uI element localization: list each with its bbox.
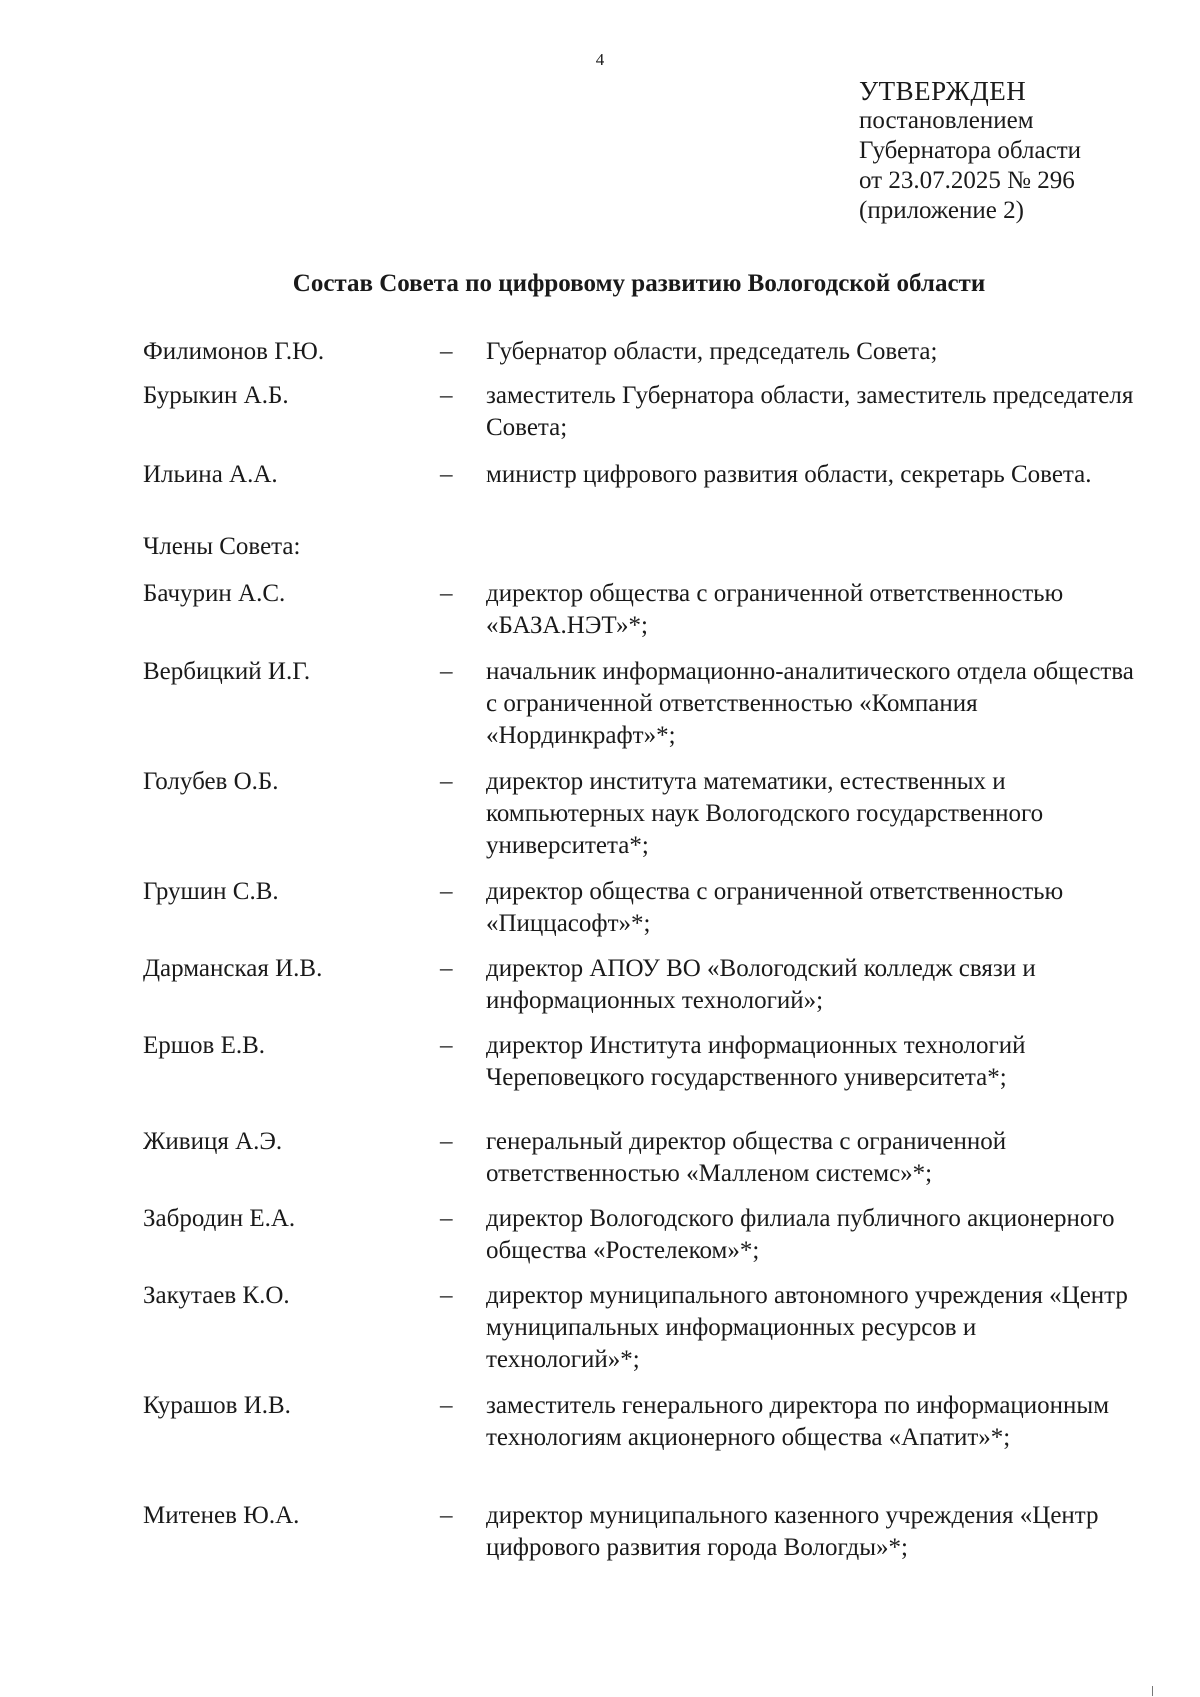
dash-separator: – <box>440 382 453 409</box>
dash-separator: – <box>440 1128 453 1155</box>
approval-line: (приложение 2) <box>859 197 1024 224</box>
dash-separator: – <box>440 461 453 488</box>
member-name: Бачурин А.С. <box>143 580 286 607</box>
approval-stamp: УТВЕРЖДЕН <box>859 76 1027 106</box>
member-role: директор Института информационных технологий Череповецкого государственного университета*; <box>486 1032 1026 1091</box>
member-name: Курашов И.В. <box>143 1392 291 1419</box>
member-name: Голубев О.Б. <box>143 768 279 795</box>
member-role: начальник информационно-аналитического отдела общества с ограниченной ответственностью «Компания «Нординкрафт»*; <box>486 658 1134 749</box>
scan-mark <box>1152 1686 1153 1696</box>
dash-separator: – <box>440 1032 453 1059</box>
member-name: Забродин Е.А. <box>143 1205 296 1232</box>
member-name: Филимонов Г.Ю. <box>143 338 325 365</box>
member-role: заместитель Губернатора области, заместитель председателя Совета; <box>486 382 1134 441</box>
dash-separator: – <box>440 1392 453 1419</box>
member-role: директор общества с ограниченной ответственностью «Пиццасофт»*; <box>486 878 1064 937</box>
member-name: Бурыкин А.Б. <box>143 382 289 409</box>
dash-separator: – <box>440 878 453 905</box>
member-role: директор муниципального автономного учреждения «Центр муниципальных информационных ресурсов и технологий»*; <box>486 1282 1128 1373</box>
approval-line: Губернатора области <box>859 137 1081 164</box>
dash-separator: – <box>440 338 453 365</box>
approval-line: от 23.07.2025 № 296 <box>859 167 1075 194</box>
page-number: 4 <box>595 50 605 69</box>
member-name: Ильина А.А. <box>143 461 278 488</box>
dash-separator: – <box>440 1282 453 1309</box>
approval-line: постановлением <box>859 107 1034 134</box>
member-name: Митенев Ю.А. <box>143 1502 300 1529</box>
dash-separator: – <box>440 768 453 795</box>
member-role: директор муниципального казенного учреждения «Центр цифрового развития города Вологды»*; <box>486 1502 1099 1561</box>
member-role: директор института математики, естественных и компьютерных наук Вологодского государственного университета*; <box>486 768 1044 859</box>
member-name: Живиця А.Э. <box>143 1128 283 1155</box>
document-title: Состав Совета по цифровому развитию Вологодской области <box>292 270 986 297</box>
member-role: директор АПОУ ВО «Вологодский колледж связи и информационных технологий»; <box>486 955 1036 1014</box>
members-heading: Члены Совета: <box>143 533 301 560</box>
dash-separator: – <box>440 1205 453 1232</box>
dash-separator: – <box>440 955 453 982</box>
dash-separator: – <box>440 658 453 685</box>
dash-separator: – <box>440 1502 453 1529</box>
member-name: Грушин С.В. <box>143 878 279 905</box>
member-role: генеральный директор общества с ограниченной ответственностью «Малленом системс»*; <box>486 1128 1007 1187</box>
member-role: директор Вологодского филиала публичного акционерного общества «Ростелеком»*; <box>486 1205 1115 1264</box>
approval-block <box>859 76 1081 226</box>
member-role: Губернатор области, председатель Совета; <box>486 338 938 365</box>
member-name: Вербицкий И.Г. <box>143 658 311 685</box>
member-role: директор общества с ограниченной ответственностью «БАЗА.НЭТ»*; <box>486 580 1064 639</box>
member-name: Дарманская И.В. <box>143 955 323 982</box>
member-role: министр цифрового развития области, секретарь Совета. <box>486 461 1092 488</box>
member-name: Ершов Е.В. <box>143 1032 266 1059</box>
dash-separator: – <box>440 580 453 607</box>
member-name: Закутаев К.О. <box>143 1282 290 1309</box>
member-role: заместитель генерального директора по информационным технологиям акционерного общества «Апатит»*; <box>486 1392 1110 1451</box>
